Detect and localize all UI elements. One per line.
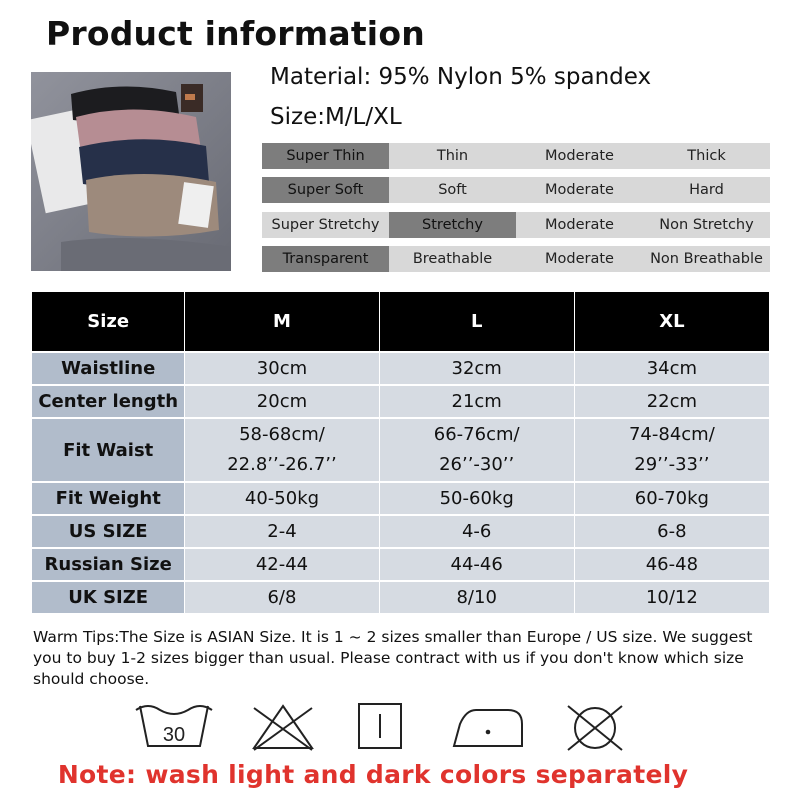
table-row (32, 514, 769, 547)
product-photo (31, 72, 231, 271)
table-cell: 50-60kg (380, 483, 575, 514)
row-label: UK SIZE (32, 582, 185, 613)
attribute-cell: Soft (389, 177, 516, 203)
header-m: M (185, 292, 379, 351)
table-row (32, 384, 769, 417)
table-row (32, 481, 769, 514)
attribute-row (262, 212, 770, 238)
attribute-cell: Super Thin (262, 143, 389, 169)
table-cell (185, 419, 379, 481)
table-cell (575, 419, 769, 481)
attribute-cell: Super Soft (262, 177, 389, 203)
row-label: Fit Weight (32, 483, 185, 514)
table-row (32, 547, 769, 580)
table-cell: 6-8 (657, 521, 687, 542)
table-cell: 40-50kg (185, 483, 379, 514)
attribute-row (262, 143, 770, 169)
row-label: US SIZE (32, 516, 185, 547)
cell-line: 58-68cm/ (239, 424, 325, 445)
table-cell: 4-6 (380, 516, 575, 547)
svg-text:30: 30 (162, 724, 186, 746)
material-info: Material: 95% Nylon 5% spandex (270, 64, 652, 90)
table-cell: 32cm (380, 353, 575, 384)
cell-line: 74-84cm/ (628, 424, 715, 445)
table-cell: 8/10 (380, 582, 575, 613)
row-label: Russian Size (32, 549, 185, 580)
attribute-cell: Breathable (389, 246, 516, 272)
size-info: Size:M/L/XL (270, 104, 402, 130)
table-cell: 60-70kg (634, 488, 709, 509)
table-cell: 6/8 (185, 582, 379, 613)
size-chart-header (32, 292, 769, 351)
do-not-dry-clean-icon (560, 700, 630, 756)
cell-line: 26’’-30’’ (439, 454, 515, 475)
attribute-cell: Thick (643, 143, 770, 169)
attribute-cell: Super Stretchy (262, 212, 389, 238)
table-cell: 46-48 (645, 554, 699, 575)
attribute-cell: Moderate (516, 143, 643, 169)
attribute-cell: Thin (389, 143, 516, 169)
attribute-row (262, 177, 770, 203)
attribute-cell: Moderate (516, 177, 643, 203)
product-photo-illustration (31, 72, 231, 271)
do-not-bleach-icon (248, 700, 318, 756)
iron-low-icon (448, 700, 528, 756)
attribute-cell: Transparent (262, 246, 389, 272)
attribute-cell: Hard (643, 177, 770, 203)
table-cell: 22cm (646, 391, 698, 412)
table-cell: 42-44 (185, 549, 379, 580)
attribute-table (262, 143, 770, 280)
attribute-cell: Moderate (516, 212, 643, 238)
size-chart (32, 292, 769, 613)
table-cell: 10/12 (645, 587, 698, 608)
attribute-cell: Non Stretchy (643, 212, 770, 238)
wash-30-icon (130, 700, 218, 756)
cell-line: 66-76cm/ (433, 424, 520, 445)
header-xl: XL (659, 311, 685, 332)
table-row (32, 580, 769, 613)
table-row (32, 417, 769, 481)
header-l: L (380, 292, 575, 351)
table-cell: 21cm (380, 386, 575, 417)
table-cell: 34cm (646, 358, 698, 379)
table-cell (380, 419, 575, 481)
table-cell: 2-4 (185, 516, 379, 547)
table-cell: 44-46 (380, 549, 575, 580)
row-label: Fit Waist (32, 419, 185, 481)
cell-line: 29’’-33’’ (634, 454, 710, 475)
attribute-row (262, 246, 770, 272)
header-size: Size (32, 292, 185, 351)
row-label: Waistline (32, 353, 185, 384)
attribute-cell: Moderate (516, 246, 643, 272)
wash-note: Note: wash light and dark colors separately (57, 760, 689, 789)
attribute-cell: Stretchy (389, 212, 516, 238)
attribute-cell: Non Breathable (643, 246, 770, 272)
care-icons (130, 700, 650, 756)
table-cell: 20cm (185, 386, 379, 417)
tumble-dry-icon (355, 700, 405, 756)
row-label: Center length (32, 386, 185, 417)
table-cell: 30cm (185, 353, 379, 384)
warm-tips: Warm Tips:The Size is ASIAN Size. It is 1 ~ 2 sizes smaller than Europe / US size. We suggest you to buy 1-2 sizes bigger than usual. Please contract with us if you don't know which size should choose. (33, 628, 753, 688)
page-title: Product information (46, 14, 425, 53)
cell-line: 22.8’’-26.7’’ (227, 454, 337, 475)
table-row (32, 351, 769, 384)
